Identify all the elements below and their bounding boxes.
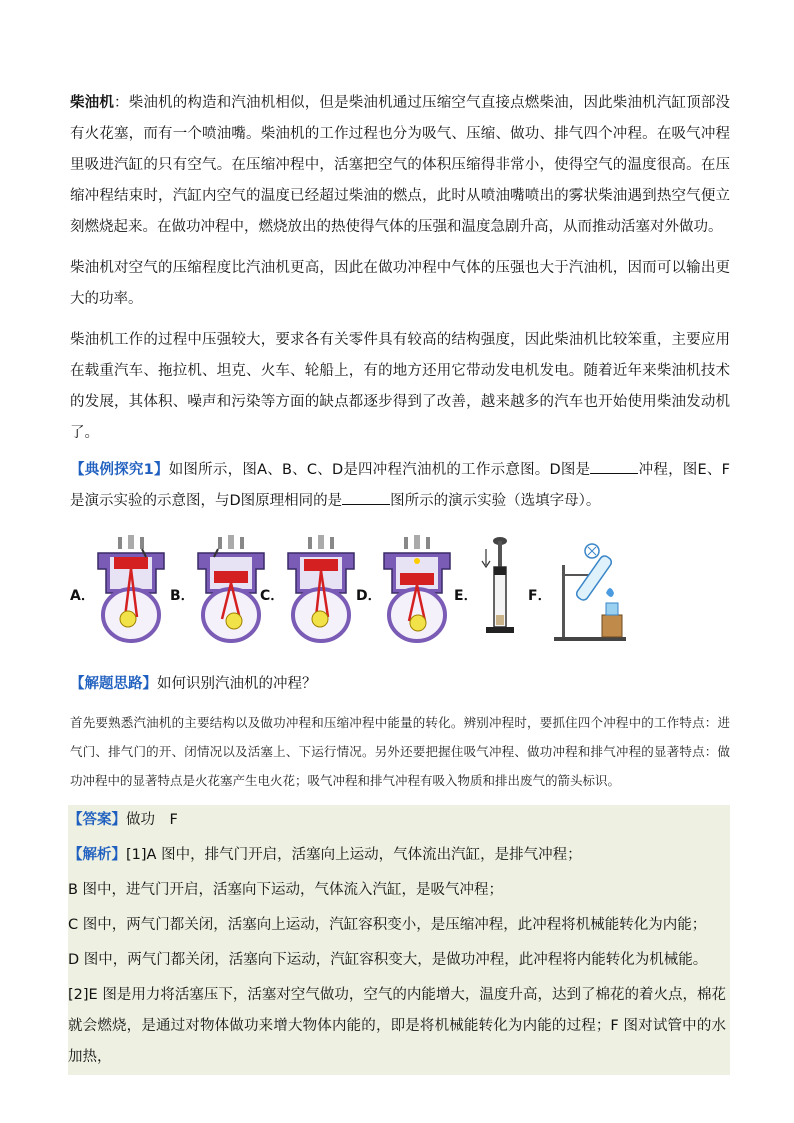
paragraph-diesel-intro: 柴油机：柴油机的构造和汽油机相似，但是柴油机通过压缩空气直接点燃柴油，因此柴油机汽缸顶部没有火花塞，而有一个喷油嘴。柴油机的工作过程也分为吸气、压缩、做功、排气四个冲程。在吸气冲程里吸进汽缸的只有空气。在压缩冲程中，活塞把空气的体积压缩得非常小，使得空气的温度很高。在压缩冲程结束时，汽缸内空气的温度已经超过柴油的燃点，此时从喷油嘴喷出的雾状柴油遇到热空气便立刻燃烧起来。在做功冲程中，燃烧放出的热使得气体的压强和温度急剧升高，从而推动活塞对外做功。: [70, 95, 731, 235]
engine-figure-b-intake: [192, 535, 270, 645]
analysis-line-3: C 图中，两气门都关闭，活塞向上运动，汽缸容积变小，是压缩冲程，此冲程将机械能转化为内能；: [68, 917, 707, 933]
engine-figure-c-compression: [282, 535, 360, 645]
document-page: [70, 88, 730, 1075]
answer-line: [68, 805, 726, 836]
thinking-heading: 【解题思路】如何识别汽油机的冲程？: [70, 676, 317, 692]
engine-figure-a-exhaust: [92, 535, 170, 645]
air-piston-figure-e: [476, 535, 516, 645]
paragraph-compression: 柴油机对空气的压缩程度比汽油机更高，因此在做功冲程中气体的压强也大于汽油机，因而可以输出更大的功率。: [70, 260, 730, 307]
thinking-tag: 【解题思路】: [70, 676, 157, 692]
answer-blank-2: [342, 490, 390, 505]
figure-label-c: C．: [260, 588, 285, 604]
thinking-body: 首先要熟悉汽油机的主要结构以及做功冲程和压缩冲程中能量的转化。辨别冲程时，要抓住四个冲程中的工作特点：进气门、排气门的开、闭情况以及活塞上、下运行情况。另外还要把握住吸气冲程、做功冲程和排气冲程的显著特点：做功冲程中的显著特点是火花塞产生电火花；吸气冲程和排气冲程有吸入物质和排出废气的箭头标识。: [70, 715, 730, 788]
figure-row: [70, 535, 730, 655]
answer-box: [68, 805, 730, 1075]
analysis-line-2: B 图中，进气门开启，活塞向下运动，气体流入汽缸，是吸气冲程；: [68, 882, 504, 898]
test-tube-heating-figure-f: [548, 535, 630, 645]
engine-figure-d-power: [378, 535, 456, 645]
analysis-line-4: D 图中，两气门都关闭，活塞向下运动，汽缸容积变大，是做功冲程，此冲程将内能转化为机械能。: [68, 952, 708, 968]
paragraph-diesel-text: 柴油机的构造和汽油机相似，但是柴油机通过压缩空气直接点燃柴油，因此柴油机汽缸顶部没有火花塞，而有一个喷油嘴。柴油机的工作过程也分为吸气、压缩、做功、排气四个冲程。在吸气冲程里吸进汽缸的只有空气。在压缩冲程中，活塞把空气的体积压缩得非常小，使得空气的温度很高。在压缩冲程结束时，汽缸内空气的温度已经超过柴油的燃点，此时从喷油嘴喷出的雾状柴油遇到热空气便立刻燃烧起来。在做功冲程中，燃烧放出的热使得气体的压强和温度急剧升高，从而推动活塞对外做功。: [70, 95, 731, 235]
figure-label-b: B．: [170, 588, 195, 604]
example-question: 【典例探究1】如图所示，图A、B、C、D是四冲程汽油机的工作示意图。D图是 冲程，图E、F是演示实验的示意图，与D图原理相同的是 图所示的演示实验（选填字母）。: [70, 455, 730, 517]
answer-text: 做功 F: [126, 812, 178, 828]
figure-label-e: E．: [454, 588, 478, 604]
example-tag: 【典例探究1】: [70, 462, 169, 478]
analysis-tag: 【解析】: [68, 847, 126, 863]
figure-label-d: D．: [356, 588, 382, 604]
analysis-line-1: 【解析】[1]A 图中，排气门开启，活塞向上运动，气体流出汽缸，是排气冲程；: [68, 847, 582, 863]
answer-blank-1: [590, 459, 638, 474]
figure-label-a: A．: [70, 588, 95, 604]
term-diesel: 柴油机: [70, 95, 115, 111]
answer-tag: 【答案】: [68, 812, 126, 828]
paragraph-applications: 柴油机工作的过程中压强较大，要求各有关零件具有较高的结构强度，因此柴油机比较笨重，主要应用在载重汽车、拖拉机、坦克、火车、轮船上，有的地方还用它带动发电机发电。随着近年来柴油机技术的发展，其体积、噪声和污染等方面的缺点都逐步得到了改善，越来越多的汽车也开始使用柴油发动机了。: [70, 332, 730, 441]
figure-label-f: F．: [528, 588, 552, 604]
analysis-line-5: [2]E 图是用力将活塞压下，活塞对空气做功，空气的内能增大，温度升高，达到了棉花的着火点，棉花就会燃烧，是通过对物体做功来增大物体内能的，即是将机械能转化为内能的过程；F 图对试管中的水加热，: [68, 987, 726, 1065]
